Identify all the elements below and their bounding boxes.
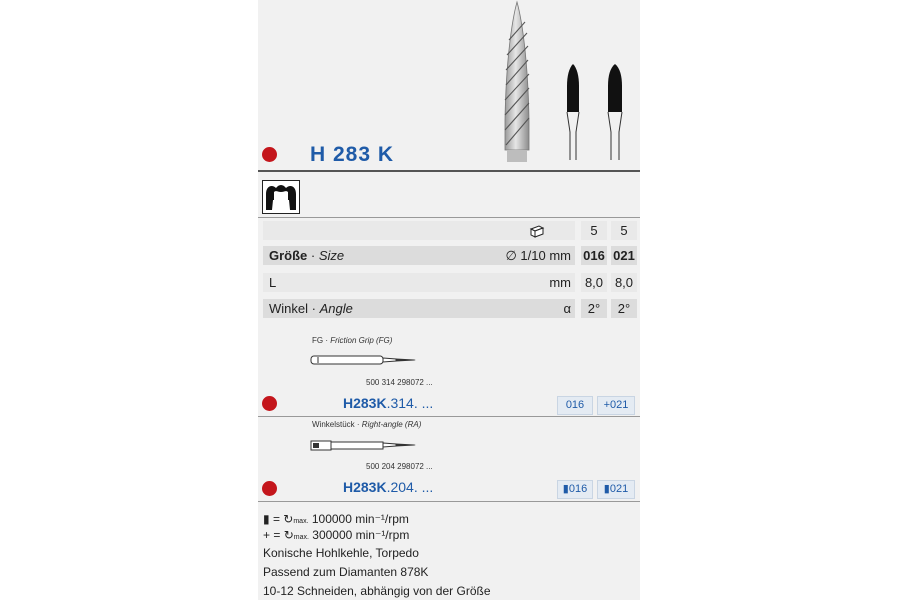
- ra-reference-number: 500 204 298072 ...: [366, 462, 433, 471]
- description-line-2: Passend zum Diamanten 878K: [263, 565, 429, 579]
- fg-size-021[interactable]: +021: [597, 396, 635, 415]
- ra-divider: [258, 501, 640, 502]
- length-value-016: 8,0: [584, 275, 604, 290]
- fg-caption: FG · Friction Grip (FG): [312, 336, 393, 345]
- rpm-gauge-icon: ↻: [283, 512, 294, 526]
- status-dot: [262, 147, 277, 162]
- fg-status-dot: [262, 396, 277, 411]
- ra-size-016[interactable]: ▮016: [557, 480, 593, 499]
- fg-size-016[interactable]: 016: [557, 396, 593, 415]
- rpm-gauge-icon: ↻: [283, 528, 294, 542]
- pack-value-016: 5: [590, 223, 598, 238]
- length-label: L: [269, 275, 277, 290]
- length-value-021: 8,0: [614, 275, 634, 290]
- ra-order-code: H283K.204. ...: [343, 479, 434, 495]
- size-value-016: 016: [583, 248, 605, 263]
- angle-value-021: 2°: [617, 301, 631, 316]
- fg-bur-drawing: [310, 352, 420, 368]
- fg-reference-number: 500 314 298072 ...: [366, 378, 433, 387]
- ra-status-dot: [262, 481, 277, 496]
- pack-value-021: 5: [620, 223, 628, 238]
- pack-row: [263, 221, 637, 240]
- size-label: Größe · Size: [269, 248, 345, 263]
- size-value-021: 021: [613, 248, 635, 263]
- rpm-note-2: + = ↻max. 300000 min⁻¹/rpm: [263, 528, 410, 542]
- fg-order-code: H283K.314. ...: [343, 395, 434, 411]
- size-unit: ∅ 1/10 mm: [505, 248, 571, 263]
- angle-unit: α: [563, 301, 571, 316]
- tooth-crown-icon: [262, 180, 300, 214]
- title-divider: [258, 170, 640, 172]
- angle-label: Winkel · Angle: [269, 301, 353, 316]
- size-row: [263, 246, 637, 265]
- description-line-3: 10-12 Schneiden, abhängig von der Größe: [263, 584, 491, 598]
- ra-size-021[interactable]: ▮021: [597, 480, 635, 499]
- bur-profile-021: [602, 62, 628, 162]
- length-row: [263, 273, 637, 292]
- icon-divider: [258, 217, 640, 218]
- rpm-note-1: ▮ = ↻max. 100000 min⁻¹/rpm: [263, 512, 409, 526]
- bur-large-image: [495, 0, 540, 162]
- ra-bur-drawing: [310, 436, 420, 456]
- pack-box-icon: [529, 223, 545, 238]
- bur-profile-016: [560, 62, 586, 162]
- angle-row: [263, 299, 637, 318]
- description-line-1: Konische Hohlkehle, Torpedo: [263, 546, 419, 560]
- length-unit: mm: [549, 275, 571, 290]
- angle-value-016: 2°: [587, 301, 601, 316]
- ra-caption: Winkelstück · Right-angle (RA): [312, 420, 422, 429]
- fg-divider: [258, 416, 640, 417]
- product-title: H 283 K: [310, 143, 395, 166]
